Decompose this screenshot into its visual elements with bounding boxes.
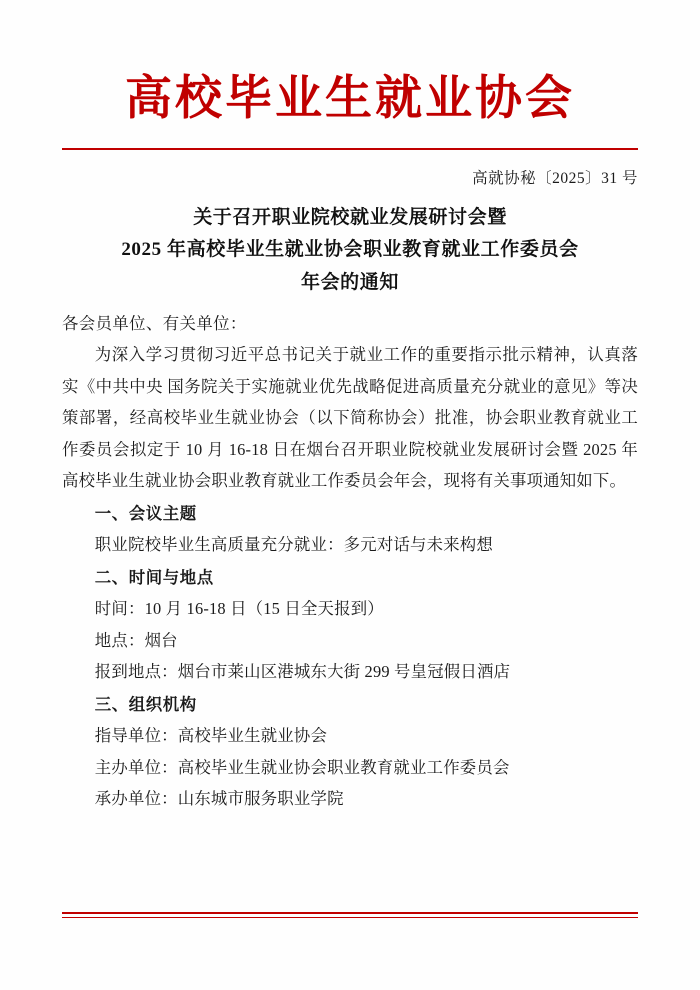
section-3-item-3: 承办单位：山东城市服务职业学院 [94, 789, 344, 809]
footer-divider [62, 912, 638, 918]
paragraph-1: 为深入学习贯彻习近平总书记关于就业工作的重要指示批示精神，认真落实《中共中央 国务院关于实施就业优先战略促进高质量充分就业的意见》等决策部署，经高校毕业生就业协会（以下简称协会）批准，协会职业教育就业工作委员会拟定于 10 月 16-18 日在烟台召开职业院校就业发展研讨会暨 2025 年高校毕业生就业协会职业教育就业工作委员会年会，现将有关事项通知如下。 [62, 345, 638, 491]
title-line-3: 年会的通知 [300, 272, 399, 294]
section-2-item-3: 报到地点：烟台市莱山区港城东大街 299 号皇冠假日酒店 [94, 662, 511, 682]
masthead-divider [62, 148, 638, 150]
footer-rule-thick [62, 912, 638, 914]
document-title [62, 202, 638, 300]
document-body [62, 308, 638, 815]
footer-rule-thin [62, 917, 638, 918]
document-number: 高就协秘〔2025〕31 号 [472, 169, 638, 187]
section-2-item-1: 时间：10 月 16-18 日（15 日全天报到） [94, 599, 384, 619]
section-heading-2: 二、时间与地点 [94, 567, 214, 587]
section-heading-1: 一、会议主题 [94, 503, 197, 523]
organization-title: 高校毕业生就业协会 [125, 73, 575, 125]
section-1-item-1: 职业院校毕业生高质量充分就业：多元对话与未来构想 [94, 535, 493, 555]
section-3-item-2: 主办单位：高校毕业生就业协会职业教育就业工作委员会 [94, 757, 510, 777]
title-line-1: 关于召开职业院校就业发展研讨会暨 [193, 206, 507, 228]
section-2-item-2: 地点：烟台 [94, 630, 178, 650]
section-3-item-1: 指导单位：高校毕业生就业协会 [94, 726, 328, 746]
section-heading-3: 三、组织机构 [94, 694, 197, 714]
title-line-2: 2025 年高校毕业生就业协会职业教育就业工作委员会 [121, 239, 579, 261]
masthead [62, 0, 638, 150]
salutation: 各会员单位、有关单位： [62, 313, 247, 333]
